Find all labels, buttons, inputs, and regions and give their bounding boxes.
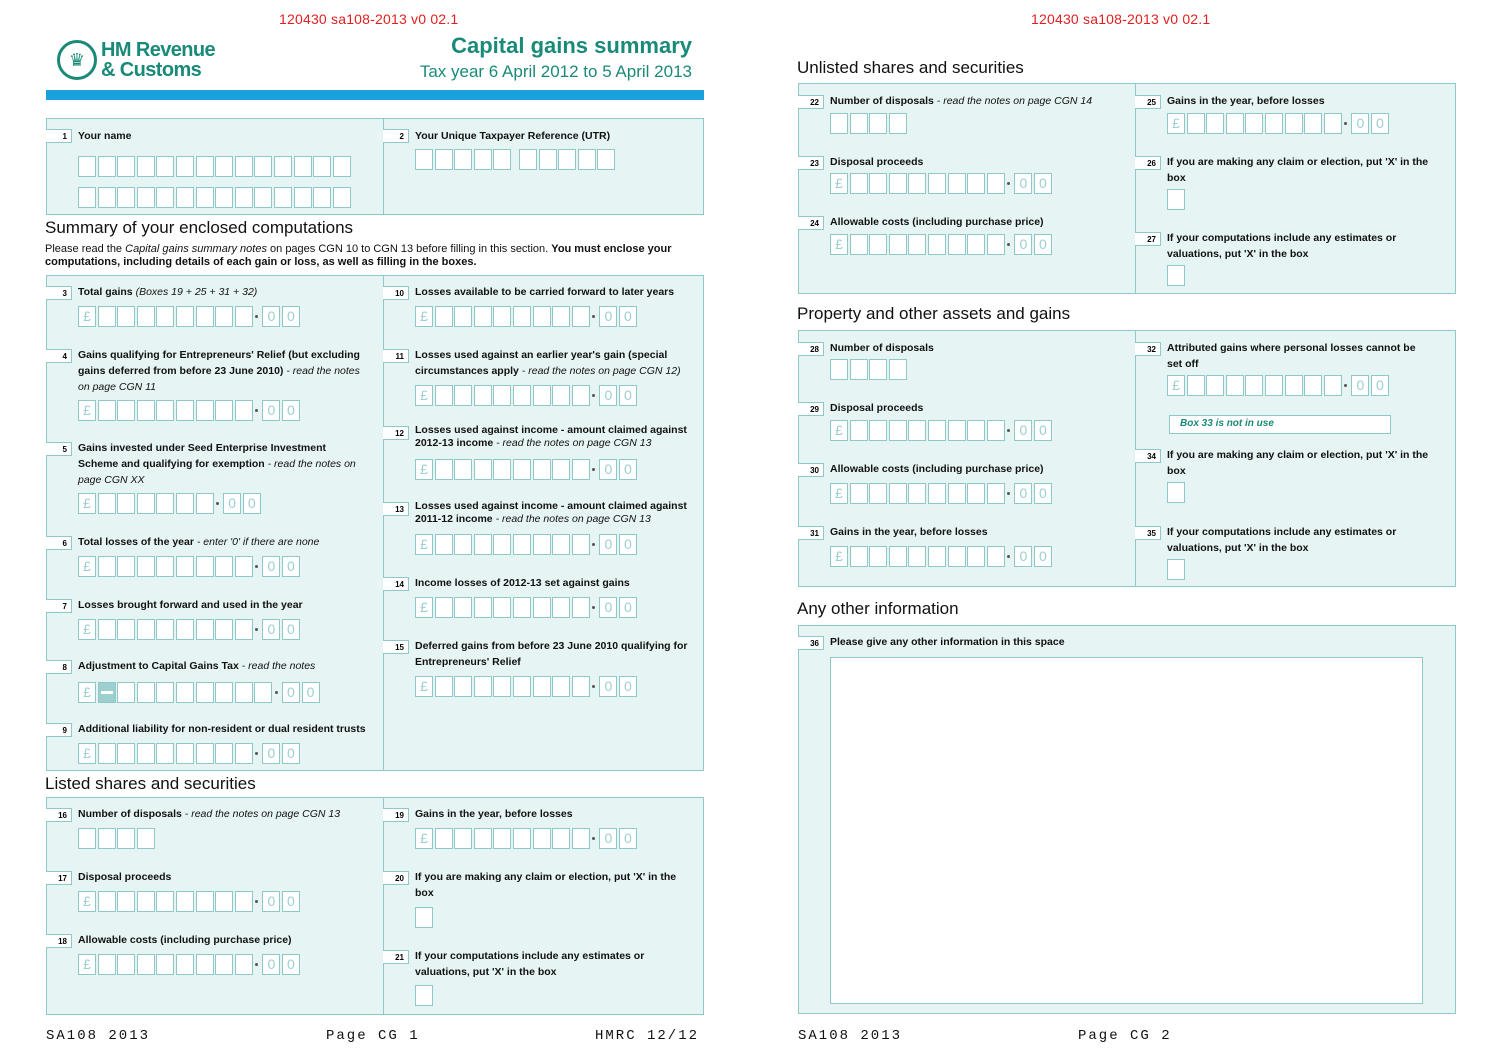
utr-label: Your Unique Taxpayer Reference (UTR) [415,130,611,142]
footer-page-number: Page CG 1 [326,1028,420,1044]
attributed-gains-label: Attributed gains where personal losses cannot be set off [1167,342,1416,370]
unlisted-gains-label: Gains in the year, before losses [1167,95,1325,107]
deferred-gains-label: Deferred gains from before 23 June 2010 qualifying for Entrepreneurs' Relief [415,640,688,668]
box-number: 16 [46,808,72,822]
box-number: 22 [798,95,824,109]
listed-disposals-input[interactable] [78,828,156,849]
box-number: 14 [383,577,409,591]
box-number: 1 [46,129,72,143]
listed-proceeds-label: Disposal proceeds [78,871,172,883]
box-number: 3 [46,286,72,300]
entrepreneurs-relief-input[interactable]: £ 0 0 [78,400,302,421]
box-number: 6 [46,536,72,550]
box-number: 13 [383,502,409,516]
box-number: 17 [46,871,72,885]
box-number: 35 [1135,526,1161,540]
box-33-notice: Box 33 is not in use [1169,415,1391,434]
utr-input[interactable] [415,149,617,170]
total-losses-label: Total losses of the year - enter '0' if there are none [78,536,320,548]
logo-line-1: HM Revenue [101,39,216,61]
listed-proceeds-input[interactable]: £ 0 0 [78,891,302,912]
footer-page-number: Page CG 2 [1078,1028,1172,1044]
losses-carried-forward-label: Losses available to be carried forward to later years [415,286,675,298]
form-reference-right: 120430 sa108-2013 v0 02.1 [1031,11,1211,27]
property-proceeds-label: Disposal proceeds [830,402,924,414]
section-heading-unlisted: Unlisted shares and securities [797,58,1024,77]
box-number: 8 [46,660,72,674]
crown-icon: ♛ [57,40,97,80]
box-number: 26 [1135,156,1161,170]
section-heading-property: Property and other assets and gains [797,304,1071,323]
listed-claim-label: If you are making any claim or election, put 'X' in the box [415,871,677,899]
cgt-adjustment-label: Adjustment to Capital Gains Tax - read the notes [78,660,316,672]
box-number: 19 [383,808,409,822]
property-gains-input[interactable]: £ 0 0 [830,546,1054,567]
property-proceeds-input[interactable]: £ 0 0 [830,420,1054,441]
property-costs-label: Allowable costs (including purchase price) [830,463,1044,475]
listed-claim-checkbox[interactable] [415,907,435,928]
unlisted-estimates-checkbox[interactable] [1167,265,1187,286]
box-number: 20 [383,871,409,885]
box-number: 21 [383,950,409,964]
unlisted-costs-label: Allowable costs (including purchase price) [830,216,1044,228]
total-gains-label: Total gains (Boxes 19 + 25 + 31 + 32) [78,286,258,298]
listed-gains-input[interactable]: £ 0 0 [415,828,639,849]
hmrc-logo [57,40,215,80]
your-name-label: Your name [78,130,132,142]
attributed-gains-input[interactable]: £ 0 0 [1167,375,1391,396]
box-number: 25 [1135,95,1161,109]
unlisted-estimates-label: If your computations include any estimates or valuations, put 'X' in the box [1167,232,1397,260]
unlisted-proceeds-input[interactable]: £ 0 0 [830,173,1054,194]
additional-liability-label: Additional liability for non-resident or dual resident trusts [78,723,366,735]
cgt-adjustment-input[interactable]: £ 0 0 [78,682,321,703]
unlisted-costs-input[interactable]: £ 0 0 [830,234,1054,255]
section-heading-listed: Listed shares and securities [45,774,256,793]
section-heading-other: Any other information [797,599,959,618]
unlisted-proceeds-label: Disposal proceeds [830,156,924,168]
other-info-textarea[interactable] [830,657,1423,1004]
box-number: 4 [46,349,72,363]
unlisted-gains-input[interactable]: £ 0 0 [1167,113,1391,134]
property-claim-checkbox[interactable] [1167,482,1187,503]
box-number: 15 [383,640,409,654]
losses-brought-forward-label: Losses brought forward and used in the year [78,599,303,611]
total-losses-input[interactable]: £ 0 0 [78,556,302,577]
unlisted-claim-label: If you are making any claim or election, put 'X' in the box [1167,156,1429,184]
seed-enterprise-label: Gains invested under Seed Enterprise Investment Scheme and qualifying for exemption - read the notes on page CGN XX [78,442,356,486]
box-number: 12 [383,426,409,440]
box-number: 24 [798,216,824,230]
box-number: 18 [46,934,72,948]
listed-estimates-checkbox[interactable] [415,985,435,1006]
box-number: 9 [46,723,72,737]
income-losses-label: Income losses of 2012-13 set against gains [415,577,630,589]
listed-costs-input[interactable]: £ 0 0 [78,954,302,975]
footer-form-id: SA108 2013 [46,1028,151,1044]
losses-against-income-2012-label: Losses used against income - amount claimed against 2012-13 income - read the notes on page CGN 13 [415,424,687,449]
box-number: 27 [1135,232,1161,246]
box-number: 5 [46,442,72,456]
footer-form-id: SA108 2013 [798,1028,903,1044]
total-gains-input[interactable]: £ 0 0 [78,306,302,327]
box-number: 31 [798,526,824,540]
additional-liability-input[interactable]: £ 0 0 [78,743,302,764]
name-input-line-2[interactable] [78,187,352,208]
unlisted-claim-checkbox[interactable] [1167,189,1187,210]
minus-sign-icon [98,682,116,703]
box-number: 11 [383,349,409,363]
losses-brought-forward-input[interactable]: £ 0 0 [78,619,302,640]
listed-estimates-label: If your computations include any estimates or valuations, put 'X' in the box [415,950,645,978]
deferred-gains-input[interactable]: £ 0 0 [415,676,639,697]
box-number: 7 [46,599,72,613]
income-losses-input[interactable]: £ 0 0 [415,597,639,618]
section-heading-summary: Summary of your enclosed computations [45,218,354,237]
box-number: 34 [1135,449,1161,463]
box-number: 28 [798,342,824,356]
box-number: 32 [1135,342,1161,356]
footer-hmrc-date: HMRC 12/12 [595,1028,700,1044]
unlisted-disposals-label: Number of disposals - read the notes on page CGN 14 [830,95,1093,107]
seed-enterprise-input[interactable]: £ 0 0 [78,493,262,514]
box-number: 30 [798,463,824,477]
box-number: 36 [798,636,824,650]
page-subtitle: Tax year 6 April 2012 to 5 April 2013 [419,62,692,81]
earlier-year-losses-label: Losses used against an earlier year's gain (special circumstances apply - read the notes on page CGN 12) [415,349,681,377]
losses-against-income-2012-input[interactable]: £ 0 0 [415,459,639,480]
earlier-year-losses-input[interactable]: £ 0 0 [415,385,639,406]
box-number: 29 [798,402,824,416]
page-title: Capital gains summary [451,33,692,58]
listed-disposals-label: Number of disposals - read the notes on page CGN 13 [78,808,341,820]
property-estimates-label: If your computations include any estimates or valuations, put 'X' in the box [1167,526,1397,554]
property-claim-label: If you are making any claim or election, put 'X' in the box [1167,449,1429,477]
unlisted-disposals-input[interactable] [830,113,908,134]
property-costs-input[interactable]: £ 0 0 [830,483,1054,504]
name-input-line-1[interactable] [78,156,352,177]
losses-against-income-2011-input[interactable]: £ 0 0 [415,534,639,555]
other-info-label: Please give any other information in this space [830,636,1065,648]
box-number: 10 [383,286,409,300]
listed-costs-label: Allowable costs (including purchase price) [78,934,292,946]
header-bar [46,90,704,100]
summary-intro: Please read the Capital gains summary notes on pages CGN 10 to CGN 13 before filling in this section. You must enclose your computations, including details of each gain or loss, as well as filling in the boxes. [45,243,672,268]
box-number: 2 [383,129,409,143]
property-gains-label: Gains in the year, before losses [830,526,988,538]
logo-line-2: & Customs [101,59,202,81]
form-reference-left: 120430 sa108-2013 v0 02.1 [279,11,459,27]
losses-carried-forward-input[interactable]: £ 0 0 [415,306,639,327]
entrepreneurs-relief-label: Gains qualifying for Entrepreneurs' Relief (but excluding gains deferred from before 23 June 2010) - read the notes on page CGN 11 [78,349,360,393]
property-disposals-label: Number of disposals [830,342,934,354]
losses-against-income-2011-label: Losses used against income - amount claimed against 2011-12 income - read the notes on page CGN 13 [415,500,687,525]
listed-gains-label: Gains in the year, before losses [415,808,573,820]
box-number: 23 [798,156,824,170]
property-disposals-input[interactable] [830,359,908,380]
property-estimates-checkbox[interactable] [1167,559,1187,580]
